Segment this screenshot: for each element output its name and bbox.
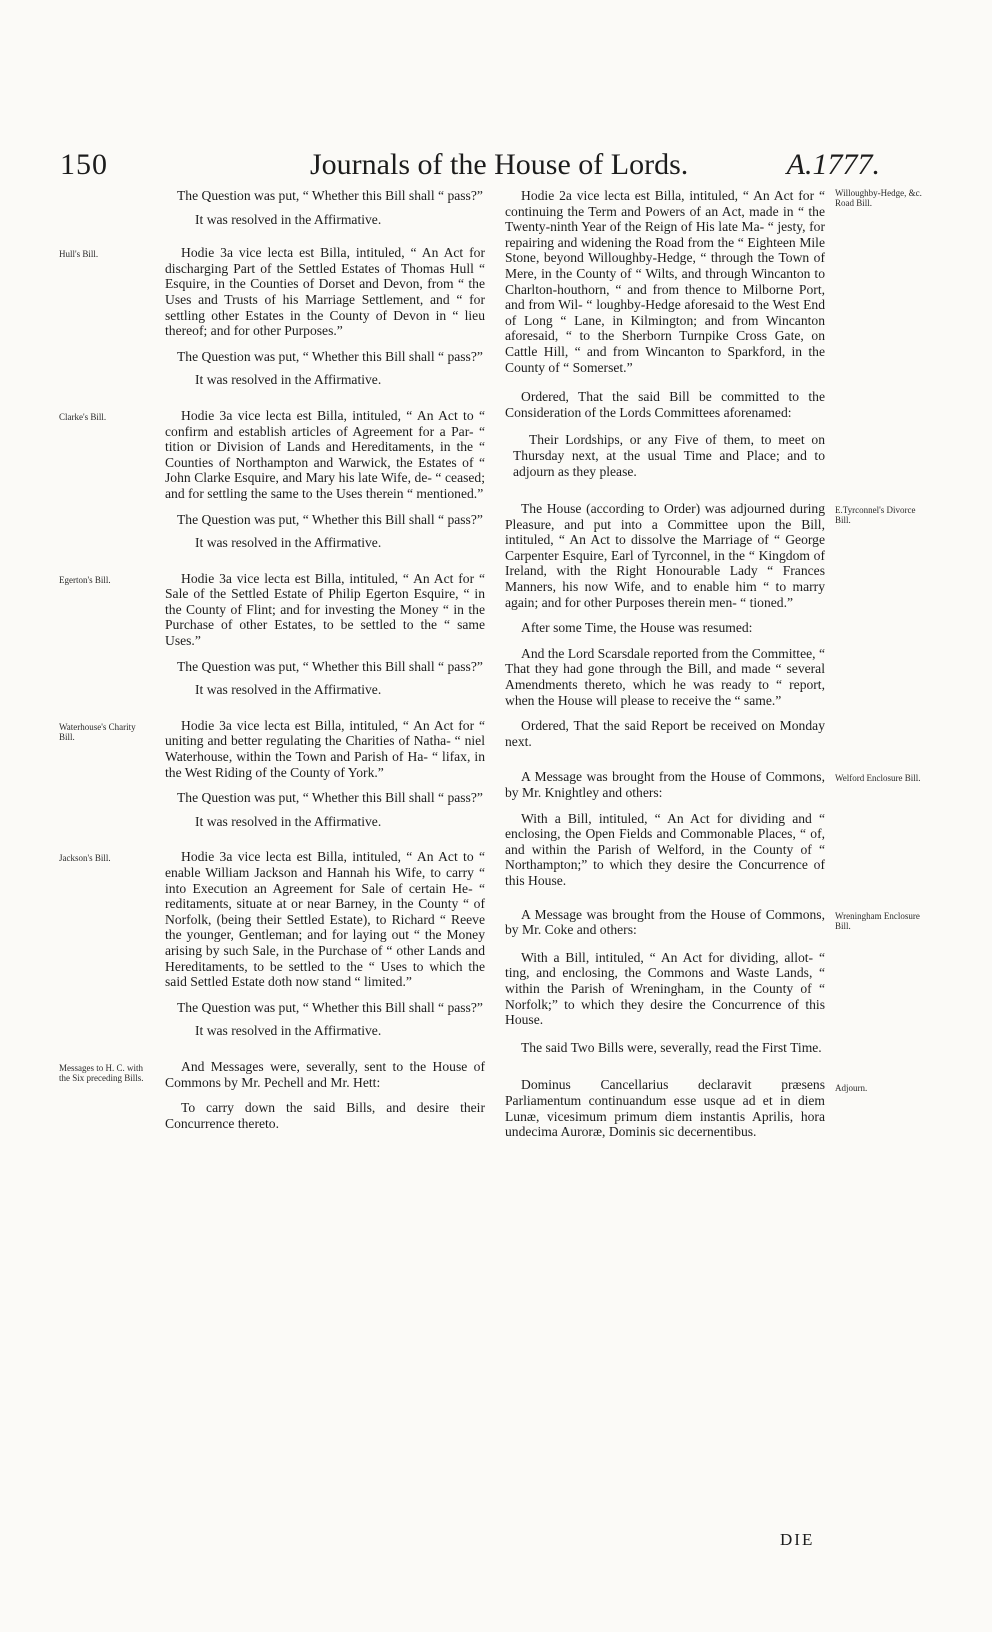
entry-jackson-bill	[59, 849, 485, 1039]
message-paragraph: And Messages were, severally, sent to the House of Commons by Mr. Pechell and Mr. Hett:	[165, 1058, 485, 1090]
question: The Question was put, “ Whether this Bill shall “ pass?”	[177, 999, 483, 1015]
order-paragraph: Ordered, That the said Bill be committed to the Consideration of the Lords Committees aforenamed:	[505, 389, 825, 420]
margin-note: Willoughby-Hedge, &c. Road Bill.	[835, 188, 922, 208]
entry-tyrconnel-divorce-bill	[505, 501, 916, 749]
year: A.1777.	[786, 148, 880, 181]
margin-note: Clarke's Bill.	[59, 411, 107, 422]
entry-waterhouse-bill	[59, 717, 485, 830]
committee-paragraph: The House (according to Order) was adjourned during Pleasure, and put into a Committee upon the Bill, intituled, “ An Act to dissolve the Marriage of “ George Carpenter Esquire, Earl of Tyrconnel, in the “ Kingdom of Ireland, with the Right Honourable Lady “ Frances Manners, his now Wife, and to enable him “ to marry again; and for other Purposes therein men- “ tioned.”	[505, 501, 825, 610]
message-paragraph: A Message was brought from the House of Commons, by Mr. Coke and others:	[505, 906, 825, 938]
meeting-paragraph: Their Lordships, or any Five of them, to meet on Thursday next, at the usual Time and Place; and to adjourn as they please.	[513, 432, 825, 479]
page-number: 150	[60, 148, 108, 181]
report-paragraph: And the Lord Scarsdale reported from the Committee, “ That they had gone through the Bill, and made “ several Amendments thereto, which he was ready to “ report, when the House will please to receive the “ same.”	[505, 645, 825, 708]
entry-messages	[59, 1058, 485, 1131]
question: The Question was put, “ Whether this Bill shall “ pass?”	[177, 790, 483, 806]
margin-note: Jackson's Bill.	[59, 853, 111, 864]
question: The Question was put, “ Whether this Bill shall “ pass?”	[177, 348, 483, 364]
result: It was resolved in the Affirmative.	[195, 211, 382, 227]
result: It was resolved in the Affirmative.	[195, 682, 382, 698]
question: The Question was put, “ Whether this Bill shall “ pass?”	[177, 511, 483, 527]
bill-paragraph: With a Bill, intituled, “ An Act for dividing, allot- “ ting, and enclosing, the Commons and Waste Lands, “ within the Parish of Wreningham, in the County of “ Norfolk;” to which they desire the Concurrence of this House.	[505, 949, 825, 1028]
question: The Question was put, “ Whether this Bill shall “ pass?”	[177, 658, 483, 674]
left-column	[59, 188, 485, 1131]
result: It was resolved in the Affirmative.	[195, 372, 382, 388]
bill-paragraph: With a Bill, intituled, “ An Act for dividing and “ enclosing, the Open Fields and Commonable Places, “ of, and within the Parish of Welford, in the County of “ Northampton;” to which they desire the Concurrence of this House.	[505, 810, 825, 888]
bill-paragraph: Hodie 3a vice lecta est Billa, intituled, “ An Act to “ confirm and establish articles of Agreement for a Par- “ tition or Division of Lands and Hereditaments, in the “ Counties of Northampton and Warwick, the Estates of “ John Clarke Esquire, and Mary his late Wife, de- “ ceased; and for settling the same to the Uses therein “ mentioned.”	[165, 407, 485, 501]
margin-note: Welford Enclosure Bill.	[835, 773, 921, 784]
order-paragraph: Ordered, That the said Report be received on Monday next.	[505, 718, 825, 749]
entry-adjournment	[505, 1077, 868, 1140]
result: It was resolved in the Affirmative.	[195, 535, 382, 551]
entry-hull-bill	[59, 245, 485, 388]
margin-note: Messages to H. C. with the Six preceding Bills.	[59, 1062, 144, 1083]
margin-note: Egerton's Bill.	[59, 574, 111, 585]
entry-welford-enclosure-bill	[505, 769, 921, 888]
entry-willoughby-road-bill	[505, 188, 922, 479]
margin-note: Wreningham Enclosure Bill.	[835, 910, 920, 931]
bill-paragraph: Hodie 3a vice lecta est Billa, intituled, “ An Act for “ Sale of the Settled Estate of Philip Egerton Esquire, “ in the County of Flint; and for investing the Money “ in the Purchase of other Estates, to be settled to the “ same Uses.”	[165, 570, 485, 649]
margin-note: E.Tyrconnel's Divorce Bill.	[835, 505, 916, 526]
result: It was resolved in the Affirmative.	[195, 813, 382, 829]
entry-previous-bill	[165, 188, 485, 227]
running-header	[60, 148, 880, 188]
question: The Question was put, “ Whether this Bill shall “ pass?”	[177, 188, 483, 203]
right-column	[505, 188, 922, 1140]
reading-paragraph: The said Two Bills were, severally, read the First Time.	[521, 1039, 822, 1055]
bill-paragraph: Hodie 3a vice lecta est Billa, intituled, “ An Act for discharging Part of the Settled Estates of Thomas Hull “ Esquire, in the Counties of Dorset and Devon, from “ the Uses and Trusts of his Marriage Settlement, and “ for settling other Estates in the County of Devon in “ lieu thereof; and for other Purposes.”	[165, 245, 485, 339]
journal-title: Journals of the House of Lords.	[310, 148, 689, 181]
margin-note: Adjourn.	[835, 1083, 868, 1094]
entry-clarke-bill	[59, 407, 485, 551]
message-paragraph: A Message was brought from the House of Commons, by Mr. Knightley and others:	[505, 769, 825, 800]
entry-wreningham-enclosure-bill	[505, 906, 920, 1056]
result: It was resolved in the Affirmative.	[195, 1023, 382, 1039]
margin-note: Waterhouse's Charity Bill.	[59, 721, 136, 742]
catchword: DIE	[780, 1530, 815, 1549]
bill-paragraph: Hodie 3a vice lecta est Billa, intituled, “ An Act for “ uniting and better regulating the Charities of Natha- “ niel Waterhouse, within the Town and Parish of Ha- “ lifax, in the West Riding of the County of York.”	[165, 717, 485, 780]
bill-paragraph: Hodie 2a vice lecta est Billa, intituled, “ An Act for “ continuing the Term and Powers of an Act, made in “ the Twenty-ninth Year of the Reign of His late Ma- “ jesty, for repairing and widening the Road from the “ Eighteen Mile Stone, beyond Willoughby-Hedge, “ through the Town of Mere, in the County of “ Wilts, and through Wincanton to Charlton-houthorn, “ and from thence to Milborne Port, and from Wil- “ loughby-Hedge aforesaid to the West End of Long “ Lane, in Kilmington; and from Wincanton aforesaid, “ to the Sherborn Turnpike Cross Gate, on Cattle Hill, “ and from Wincanton to Sparkford, in the County of “ Somerset.”	[505, 188, 825, 375]
bill-paragraph: Hodie 3a vice lecta est Billa, intituled, “ An Act to “ enable William Jackson and Hannah his Wife, to carry “ into Execution an Agreement for Sale of certain He- “ reditaments, situate at or near Barney, in the County “ of Norfolk, (being their Settled Estate), to Richard “ Reeve the younger, Gentleman; and for laying out “ the Money arising by such Sale, in the Purchase of “ other Lands and Hereditaments, to be settled to the “ Uses to which the said Settled Estate doth now stand “ limited.”	[165, 849, 485, 990]
message-paragraph: To carry down the said Bills, and desire their Concurrence thereto.	[165, 1100, 485, 1131]
entry-egerton-bill	[59, 570, 485, 698]
adjournment-paragraph: Dominus Cancellarius declaravit præsens Parliamentum continuandum esse usque ad et in diem Lunæ, vicesimum primum diem instantis Aprilis, hora undecima Auroræ, Dominis sic decernentibus.	[505, 1077, 825, 1140]
resumed-paragraph: After some Time, the House was resumed:	[521, 620, 753, 636]
margin-note: Hull's Bill.	[59, 249, 99, 260]
